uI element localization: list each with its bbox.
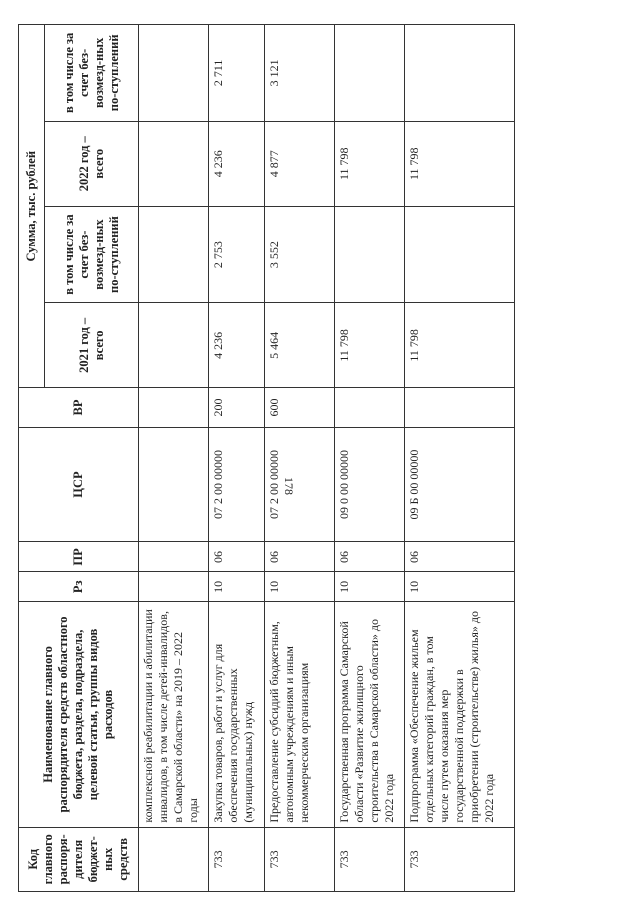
cell-pr: 06 bbox=[405, 542, 515, 572]
cell-code: 733 bbox=[335, 827, 405, 891]
cell-2022-total: 4 236 bbox=[209, 121, 265, 206]
table-row bbox=[139, 25, 209, 892]
cell-2022-free: 3 121 bbox=[265, 25, 335, 122]
cell-2021-total: 4 236 bbox=[209, 303, 265, 388]
cell-rz: 10 bbox=[335, 572, 405, 602]
cell-2021-free: 2 753 bbox=[209, 206, 265, 303]
cell-2021-free bbox=[335, 206, 405, 303]
cell-2021-free bbox=[405, 206, 515, 303]
cell-code: 733 bbox=[405, 827, 515, 891]
header-sum: Сумма, тыс. рублей bbox=[19, 25, 45, 388]
cell-name: Предоставление субсидий бюджетным, автономным учреждениям и иным некоммерческим организациям bbox=[265, 602, 335, 827]
cell-pr bbox=[139, 542, 209, 572]
cell-code bbox=[139, 827, 209, 891]
cell-name: Подпрограмма «Обеспечение жильем отдельных категорий граждан, в том числе путем оказания мер государственной поддержки в приобретении (строительстве) жилья» до 2022 года bbox=[405, 602, 515, 827]
cell-pr: 06 bbox=[209, 542, 265, 572]
cell-rz: 10 bbox=[405, 572, 515, 602]
cell-vr: 600 bbox=[265, 388, 335, 427]
cell-2022-free: 2 711 bbox=[209, 25, 265, 122]
cell-vr bbox=[405, 388, 515, 427]
cell-name: комплексной реабилитации и абилитации инвалидов, в том числе детей-инвалидов, в Самарской области» на 2019 – 2022 годы bbox=[139, 602, 209, 827]
table-row bbox=[209, 25, 265, 892]
cell-csr: 09 0 00 00000 bbox=[335, 427, 405, 542]
header-2021-total: 2021 год – всего bbox=[45, 303, 139, 388]
cell-csr bbox=[139, 427, 209, 542]
header-code: Код главного распоря-дителя бюджет-ных средств bbox=[19, 827, 139, 891]
table-row bbox=[265, 25, 335, 892]
cell-csr: 07 2 00 00000 bbox=[209, 427, 265, 542]
cell-rz bbox=[139, 572, 209, 602]
cell-2021-total bbox=[139, 303, 209, 388]
header-pr: ПР bbox=[19, 542, 139, 572]
cell-name: Закупка товаров, работ и услуг для обеспечения государственных (муниципальных) нужд bbox=[209, 602, 265, 827]
cell-name: Государственная программа Самарской области «Развитие жилищного строительства в Самарской области» до 2022 года bbox=[335, 602, 405, 827]
header-csr: ЦСР bbox=[19, 427, 139, 542]
table-row bbox=[405, 25, 515, 892]
cell-csr: 09 Б 00 00000 bbox=[405, 427, 515, 542]
header-name: Наименование главного распорядителя средств областного бюджета, раздела, подраздела, целевой статьи, группы видов расходов bbox=[19, 602, 139, 827]
header-2021-free: в том числе за счет без-возмезд-ных по-ступлений bbox=[45, 206, 139, 303]
header-2022-free: в том числе за счет без-возмезд-ных по-ступлений bbox=[45, 25, 139, 122]
cell-code: 733 bbox=[209, 827, 265, 891]
cell-2022-total: 11 798 bbox=[405, 121, 515, 206]
cell-rz: 10 bbox=[209, 572, 265, 602]
cell-2021-total: 11 798 bbox=[335, 303, 405, 388]
page-number: 178 bbox=[282, 477, 296, 495]
cell-pr: 06 bbox=[265, 542, 335, 572]
table-header bbox=[19, 25, 139, 892]
cell-vr bbox=[335, 388, 405, 427]
cell-2022-total bbox=[139, 121, 209, 206]
cell-2021-total: 5 464 bbox=[265, 303, 335, 388]
header-vr: ВР bbox=[19, 388, 139, 427]
cell-2022-free bbox=[405, 25, 515, 122]
cell-2022-total: 11 798 bbox=[335, 121, 405, 206]
header-2022-total: 2022 год – всего bbox=[45, 121, 139, 206]
rotated-page bbox=[18, 24, 598, 892]
cell-code: 733 bbox=[265, 827, 335, 891]
table-row bbox=[335, 25, 405, 892]
cell-2021-free bbox=[139, 206, 209, 303]
cell-2022-free bbox=[335, 25, 405, 122]
budget-table bbox=[18, 24, 515, 892]
header-rz: Рз bbox=[19, 572, 139, 602]
cell-rz: 10 bbox=[265, 572, 335, 602]
cell-2022-free bbox=[139, 25, 209, 122]
cell-vr bbox=[139, 388, 209, 427]
cell-2021-free: 3 552 bbox=[265, 206, 335, 303]
cell-2022-total: 4 877 bbox=[265, 121, 335, 206]
table-body bbox=[139, 25, 515, 892]
cell-pr: 06 bbox=[335, 542, 405, 572]
cell-csr: 07 2 00 00000 bbox=[265, 427, 335, 542]
cell-vr: 200 bbox=[209, 388, 265, 427]
cell-2021-total: 11 798 bbox=[405, 303, 515, 388]
